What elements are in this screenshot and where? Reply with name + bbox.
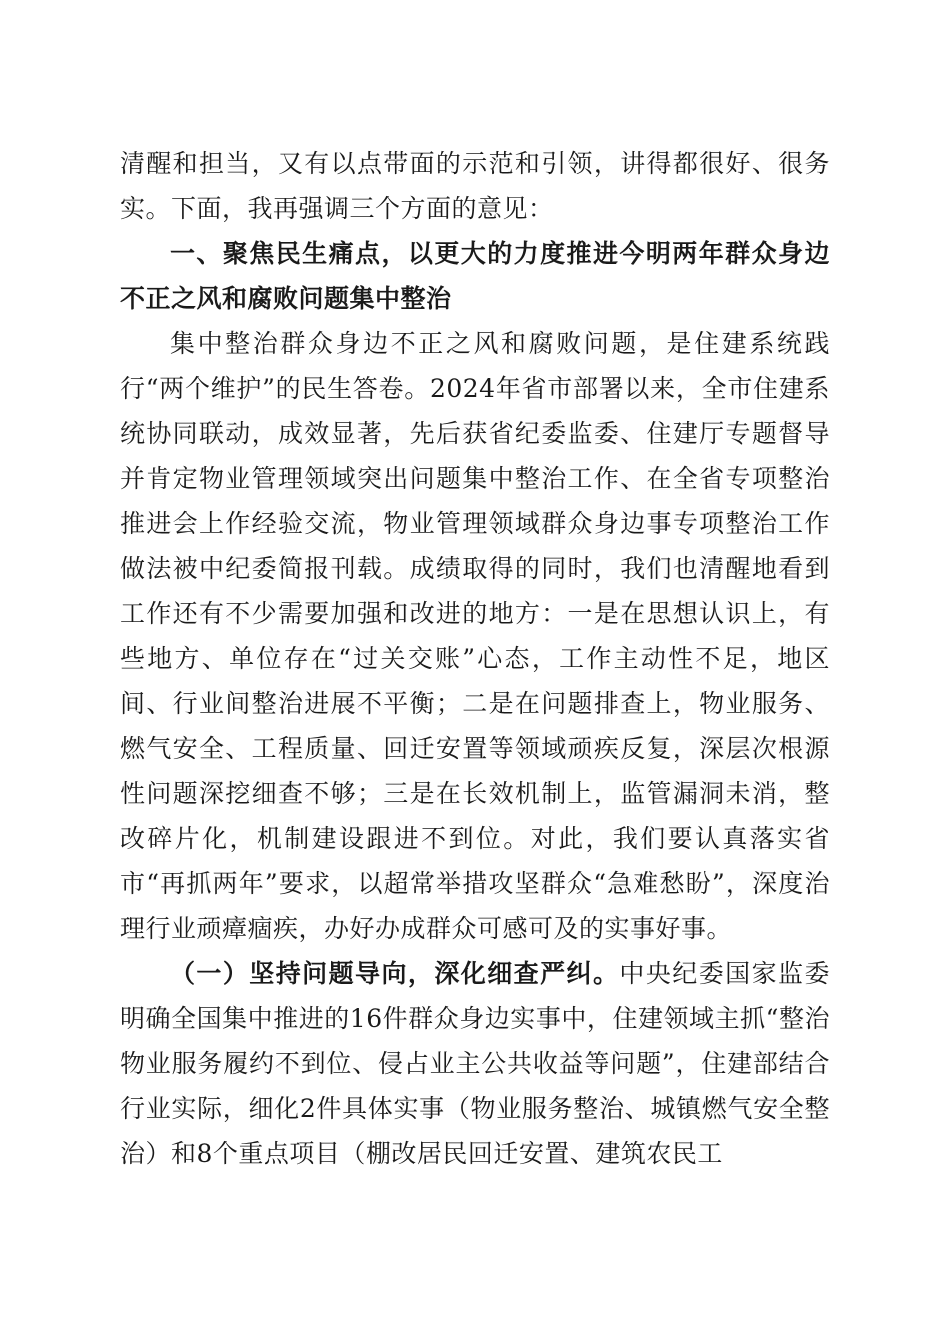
document-page	[120, 141, 830, 1176]
body-paragraph-1: 集中整治群众身边不正之风和腐败问题，是住建系统践行“两个维护”的民生答卷。2024年省市部署以来，全市住建系统协同联动，成效显著，先后获省纪委监委、住建厅专题督导并肯定物业管理领域突出问题集中整治工作、在全省专项整治推进会上作经验交流，物业管理领域群众身边事专项整治工作做法被中纪委简报刊载。成绩取得的同时，我们也清醒地看到工作还有不少需要加强和改进的地方：一是在思想认识上，有些地方、单位存在“过关交账”心态，工作主动性不足，地区间、行业间整治进展不平衡；二是在问题排查上，物业服务、燃气安全、工程质量、回迁安置等领域顽疾反复，深层次根源性问题深挖细查不够；三是在长效机制上，监管漏洞未消，整改碎片化，机制建设跟进不到位。对此，我们要认真落实省市“再抓两年”要求，以超常举措攻坚群众“急难愁盼”，深度治理行业顽瘴痼疾，办好办成群众可感可及的实事好事。	[120, 329, 830, 943]
body-paragraph-2	[120, 951, 830, 1176]
subsection-body: 中央纪委国家监委明确全国集中推进的16件群众身边实事中，住建领域主抓“整治物业服务履约不到位、侵占业主公共收益等问题”，住建部结合行业实际，细化2件具体实事（物业服务整治、城镇燃气安全整治）和8个重点项目（棚改居民回迁安置、建筑农民工	[120, 959, 830, 1168]
subsection-title: （一）坚持问题导向，深化细查严纠。	[170, 959, 620, 988]
intro-paragraph: 清醒和担当，又有以点带面的示范和引领，讲得都很好、很务实。下面，我再强调三个方面的意见：	[120, 149, 830, 223]
section-heading: 一、聚焦民生痛点，以更大的力度推进今明两年群众身边不正之风和腐败问题集中整治	[120, 239, 830, 313]
